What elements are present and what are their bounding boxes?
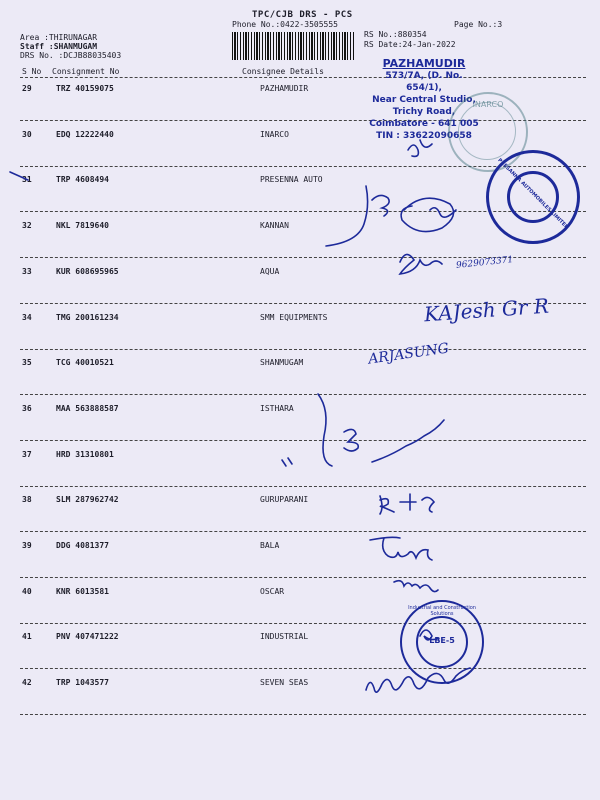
- row-consignee: OSCAR: [260, 587, 285, 596]
- row-consignment-no: TRP 4608494: [56, 175, 109, 184]
- row-consignee: AQUA: [260, 267, 280, 276]
- row-consignment-no: TCG 40010521: [56, 358, 114, 367]
- row-divider: [20, 531, 586, 532]
- row-consignee: ISTHARA: [260, 404, 294, 413]
- shanmugam-signature: ARJASUNG: [367, 340, 450, 368]
- row-consignment-no: TRZ 40159075: [56, 84, 114, 93]
- row-sno: 36: [22, 404, 32, 413]
- row-sno: 31: [22, 175, 32, 184]
- rs-number: RS No.:880354: [364, 30, 427, 39]
- smm-signature: KAJesh Gr R: [423, 293, 550, 327]
- stamp-line-4: Trichy Road,: [392, 107, 456, 117]
- table-row: [0, 541, 600, 553]
- stamp-line-5: Coimbatore - 641 005: [369, 119, 479, 129]
- column-header-sno: S No: [22, 67, 42, 76]
- row-divider: [20, 349, 586, 350]
- staff-label: Staff :SHANMUGAM: [20, 42, 98, 51]
- industrial-stamp: [400, 600, 484, 684]
- row-consignment-no: TRP 1043577: [56, 678, 109, 687]
- table-row: [0, 495, 600, 507]
- stamp-line-3: Near Central Studio,: [372, 95, 476, 105]
- row-consignment-no: EDQ 12222440: [56, 130, 114, 139]
- rs-date: RS Date:24-Jan-2022: [364, 40, 456, 49]
- column-header-consignee: Consignee Details: [242, 67, 324, 76]
- table-row: [0, 678, 600, 690]
- row-consignee: SHANMUGAM: [260, 358, 304, 367]
- row-divider: [20, 714, 586, 715]
- row-consignment-no: SLM 287962742: [56, 495, 119, 504]
- row-consignee: INDUSTRIAL: [260, 632, 309, 641]
- table-row: [0, 587, 600, 599]
- industrial-stamp-inner: LBE-5: [429, 636, 455, 645]
- presanna-stamp-text: PRESANNA AUTOMOBILES LIMITED: [496, 157, 570, 231]
- row-consignment-no: MAA 563888587: [56, 404, 119, 413]
- row-divider: [20, 668, 586, 669]
- phone-number: Phone No.:0422-3505555: [232, 20, 338, 29]
- row-divider: [20, 394, 586, 395]
- row-sno: 33: [22, 267, 32, 276]
- table-row: [0, 450, 600, 462]
- row-consignee: GURUPARANI: [260, 495, 309, 504]
- table-row: [0, 632, 600, 644]
- presanna-stamp: [486, 150, 580, 244]
- row-consignee: SMM EQUIPMENTS: [260, 313, 328, 322]
- sheet-title: TPC/CJB DRS - PCS: [252, 10, 353, 20]
- row-sno: 39: [22, 541, 32, 550]
- row-divider: [20, 623, 586, 624]
- row-divider: [20, 440, 586, 441]
- drs-number: DRS No. :DCJB88035403: [20, 51, 122, 60]
- row-sno: 40: [22, 587, 32, 596]
- row-sno: 35: [22, 358, 32, 367]
- inarco-stamp-text: INARCO: [472, 100, 504, 109]
- inarco-signature: [408, 140, 432, 156]
- row-consignment-no: PNV 407471222: [56, 632, 119, 641]
- row-consignee: PRESENNA AUTO: [260, 175, 323, 184]
- row-sno: 38: [22, 495, 32, 504]
- row-sno: 41: [22, 632, 32, 641]
- row-consignment-no: NKL 7819640: [56, 221, 109, 230]
- stamp-line-1: PAZHAMUDIR: [382, 57, 466, 70]
- stamp-line-6: TIN : 33622090658: [376, 131, 472, 141]
- row-sno: 29: [22, 84, 32, 93]
- table-row: [0, 358, 600, 370]
- aqua-phone-handwritten: 9629073371: [455, 255, 514, 271]
- industrial-stamp-text: Industrial and Construction Solutions: [408, 605, 476, 617]
- row-consignee: BALA: [260, 541, 280, 550]
- page-number: Page No.:3: [454, 20, 503, 29]
- table-row: [0, 84, 600, 96]
- presanna-bracket: [326, 186, 389, 246]
- row-sno: 42: [22, 678, 32, 687]
- stamp-line-2: 573/7A, (D. No. 654/1),: [385, 71, 463, 93]
- header-divider: [20, 77, 586, 78]
- area-label: Area :THIRUNAGAR: [20, 33, 98, 42]
- row-consignee: KANNAN: [260, 221, 289, 230]
- row-divider: [20, 486, 586, 487]
- row-consignment-no: DDG 4081377: [56, 541, 109, 550]
- row-sno: 34: [22, 313, 32, 322]
- column-header-consignment: Consignment No: [52, 67, 120, 76]
- row-sno: 32: [22, 221, 32, 230]
- row-consignee: PAZHAMUDIR: [260, 84, 309, 93]
- row-sno: 30: [22, 130, 32, 139]
- row-consignment-no: KNR 6013581: [56, 587, 109, 596]
- row-divider: [20, 577, 586, 578]
- barcode: [232, 32, 354, 60]
- row-consignment-no: KUR 608695965: [56, 267, 119, 276]
- row-sno: 37: [22, 450, 32, 459]
- table-row: [0, 404, 600, 416]
- table-row: [0, 267, 600, 279]
- row-consignment-no: TMG 200161234: [56, 313, 119, 322]
- row-consignment-no: HRD 31310801: [56, 450, 114, 459]
- row-consignee: SEVEN SEAS: [260, 678, 309, 687]
- row-consignee: INARCO: [260, 130, 289, 139]
